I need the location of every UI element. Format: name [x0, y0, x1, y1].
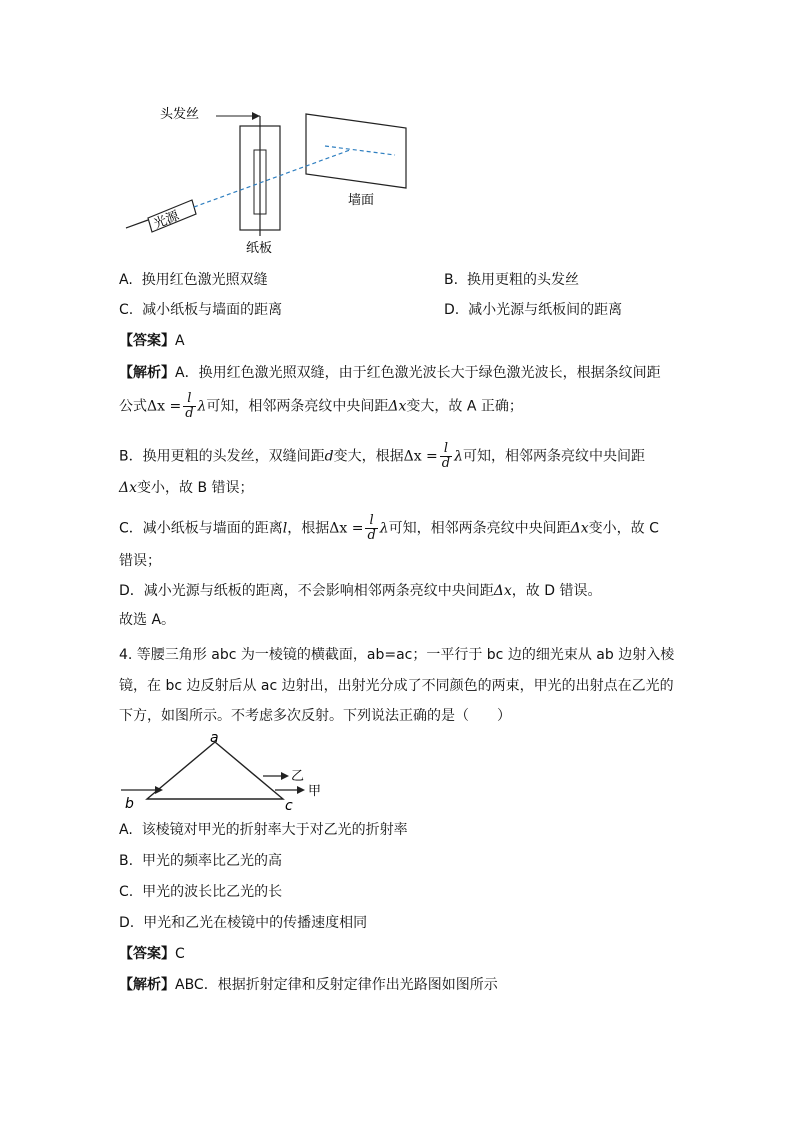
q3-option-d: D. 减小光源与纸板间的距离 — [444, 302, 623, 318]
q4-option-a: A. 该棱镜对甲光的折射率大于对乙光的折射率 — [119, 822, 408, 838]
q3-analysis-b1: B．换用更粗的头发丝，双缝间距d变大，根据Δx = $\frac{l}{d}$ λ可知，相邻两条亮纹中央间距 — [119, 441, 645, 471]
q4-stem-2: 镜，在 bc 边反射后从 ac 边射出，出射光分成了不同颜色的两束，甲光的出射点在乙光的 — [119, 678, 674, 694]
label-jia: 甲 — [308, 784, 322, 799]
q4-stem-3: 下方，如图所示。不考虑多次反射。下列说法正确的是（ ） — [119, 708, 511, 724]
q3-analysis-c2: 错误； — [119, 553, 161, 569]
q3-option-a: A. 换用红色激光照双缝 — [119, 272, 268, 288]
q4-stem-1: 4. 等腰三角形 abc 为一棱镜的横截面，ab=ac；一平行于 bc 边的细光束从 ab 边射入棱 — [119, 647, 675, 663]
q4-answer: 【答案】C — [119, 946, 185, 962]
q3-analysis-b2: Δx变小，故 B 错误； — [119, 480, 254, 496]
prism-figure — [115, 730, 345, 812]
label-wall: 墙面 — [348, 193, 375, 208]
label-hair: 头发丝 — [160, 107, 200, 122]
q3-analysis-d1: D．减小光源与纸板的距离，不会影响相邻两条亮纹中央间距Δx，故 D 错误。 — [119, 583, 602, 599]
vertex-c: c — [285, 798, 293, 812]
q3-analysis-a2: 公式Δx = $\frac{l}{d}$ λ可知，相邻两条亮纹中央间距Δx变大，故 A 正确； — [119, 391, 523, 421]
q4-option-c: C. 甲光的波长比乙光的长 — [119, 884, 283, 900]
q3-answer: 【答案】A — [119, 333, 185, 349]
vertex-a: a — [210, 730, 219, 746]
double-slit-figure — [120, 100, 420, 260]
q3-analysis-a1: 【解析】A．换用红色激光照双缝，由于红色激光波长大于绿色激光波长，根据条纹间距 — [119, 365, 661, 381]
q4-option-d: D. 甲光和乙光在棱镜中的传播速度相同 — [119, 915, 368, 931]
label-yi: 乙 — [291, 769, 305, 784]
label-board: 纸板 — [246, 241, 273, 256]
q3-option-c: C. 减小纸板与墙面的距离 — [119, 302, 283, 318]
label-source: 光源 — [151, 208, 182, 233]
vertex-b: b — [125, 796, 134, 812]
q3-analysis-c1: C．减小纸板与墙面的距离l，根据Δx = $\frac{l}{d}$ λ可知，相邻两条亮纹中央间距Δx变小，故 C — [119, 513, 659, 543]
q3-option-b: B. 换用更粗的头发丝 — [444, 272, 579, 288]
q3-final: 故选 A。 — [119, 612, 176, 628]
q4-option-b: B. 甲光的频率比乙光的高 — [119, 853, 282, 869]
q4-analysis: 【解析】ABC．根据折射定律和反射定律作出光路图如图所示 — [119, 977, 498, 993]
